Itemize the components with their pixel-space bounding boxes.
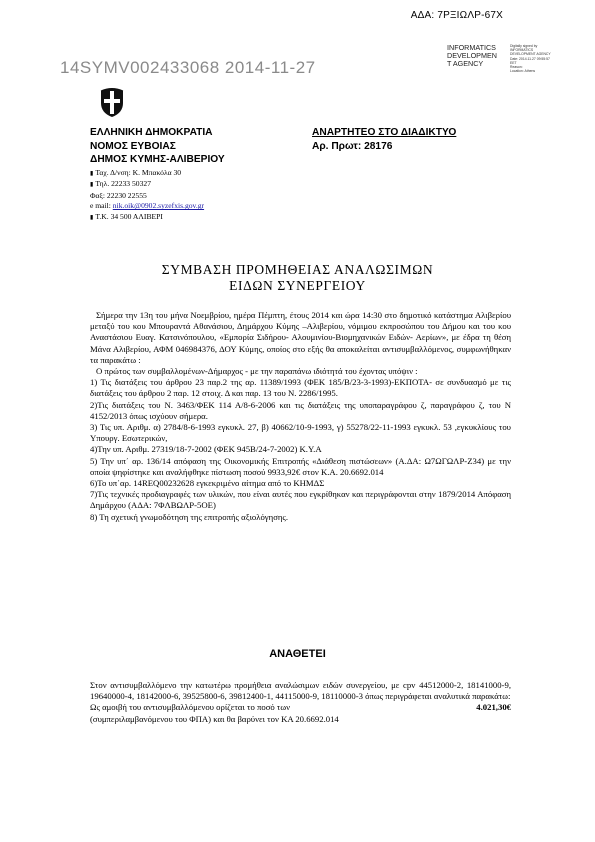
first-party-paragraph: Ο πρώτος των συμβαλλομένων-Δήμαρχος - με την παραπάνω ιδιότητά του έχοντας υπόψιν : bbox=[96, 366, 418, 377]
email-link[interactable]: nik.oik@0902.syzefxis.gov.gr bbox=[112, 201, 205, 211]
amount-line: Ως αμοιβή του αντισυμβαλλόμενου ορίζεται το ποσό των 4.021,30€ bbox=[90, 702, 511, 713]
bullet-icon: ▮ bbox=[90, 171, 94, 177]
section-heading: ΑΝΑΘΕΤΕΙ bbox=[269, 648, 326, 660]
contact-fax: Φαξ: 22230 22555 bbox=[90, 190, 147, 200]
clause-item: 3) Τις υπ. Αριθμ. α) 2784/8-6-1993 εγκυκλ. 27, β) 40662/10-9-1993, γ) 55278/22-11-1993 εγκυκλ. 53 ,εγκυκλίους του Υπουργ. Εσωτερικών, bbox=[90, 422, 511, 444]
greek-coat-of-arms-icon bbox=[98, 86, 126, 118]
contact-block bbox=[90, 168, 204, 223]
intro-paragraph: Σήμερα την 13η του μήνα Νοεμβρίου, ημέρα Πέμπτη, έτους 2014 και ώρα 14:30 στο δημοτικό κατάστημα Αλιβερίου μεταξύ του κου Μπουραντά Αθανάσιου, Δημάρχου Κύμης –Αλιβερίου, νόμιμου εκπροσώπου του Δήμου και του κου Αναστάσιου Ευαγ. Κατσινόπουλου, «Εμπορία Σιδήρου- Αλουμινίου-Βιομηχανικών Ειδών- Αερίων», με έδρα τη θέση Μάνα Αλιβερίου, ΑΦΜ 046984376, ΔΟΥ Κύμης, οποίος στο εξής θα αποκαλείται αντισυμβαλλόμενος, συμφωνήθηκαν τα παρακάτω : bbox=[90, 310, 511, 365]
clause-item: 2)Τις διατάξεις του Ν. 3463/ΦΕΚ 114 Α/8-6-2006 και τις διατάξεις της υποπαραγράφου ζ, παραγράφου ζ, του Ν 4152/2013 όπως ισχύουν σήμερα. bbox=[90, 399, 511, 421]
issuer-country: ΕΛΛΗΝΙΚΗ ΔΗΜΟΚΡΑΤΙΑ bbox=[90, 127, 213, 138]
contract-body bbox=[90, 310, 511, 523]
issuer-block bbox=[90, 126, 225, 167]
assignment-paragraph: Στον αντισυμβαλλόμενο την κατωτέρω προμήθεια αναλώσιμων ειδών συνεργείου, με cpv 44512000-2, 18141000-9, 19640000-4, 18142000-6, 39525800-6, 39812400-1, 44115000-9, 18110000-3 όπως περιγράφεται αναλυτικά παρακάτω: bbox=[90, 680, 511, 702]
protocol-number: Αρ. Πρωτ: 28176 bbox=[312, 140, 393, 152]
digital-signature-details: Digitally signed by INFORMATICS DEVELOPMENT AGENCY Date: 2014.11.27 09:55:57 EET Reason: Location: Athens bbox=[510, 44, 551, 74]
amount-value: 4.021,30€ bbox=[476, 702, 511, 713]
issuer-prefecture: ΝΟΜΟΣ ΕΥΒΟΙΑΣ bbox=[90, 140, 176, 152]
issuer-municipality: ΔΗΜΟΣ ΚΥΜΗΣ-ΑΛΙΒΕΡΙΟΥ bbox=[90, 154, 225, 165]
assignment-block bbox=[90, 680, 511, 725]
clause-item: 4)Την υπ. Αριθμ. 27319/18-7-2002 (ΦΕΚ 945Β/24-7-2002) Κ.Υ.Α bbox=[90, 444, 322, 455]
ada-code: ΑΔΑ: 7ΡΞΙΩΛΡ-67Χ bbox=[410, 10, 503, 21]
amount-tail: (συμπεριλαμβανόμενου του ΦΠΑ) και θα βαρύνει τον ΚΑ 20.6692.014 bbox=[90, 713, 339, 724]
clause-item: 6)Το υπ΄αρ. 14REQ00232628 εγκεκριμένο αίτημα από το ΚΗΜΔΣ bbox=[90, 478, 325, 489]
contact-phone: ▮ Τηλ. 22233 50327 bbox=[90, 179, 151, 189]
clause-item: 7)Τις τεχνικές προδιαγραφές των υλικών, που είναι αυτές που εγκρίθηκαν και περιγράφονται στην 1879/2014 Απόφαση Δημάρχου (ΑΔΑ: 7ΦΛΒΩΛΡ-5ΟΕ) bbox=[90, 489, 511, 511]
bullet-icon: ▮ bbox=[90, 214, 94, 221]
posting-label: ΑΝΑΡΤΗΤΕΟ ΣΤΟ ΔΙΑΔΙΚΤΥΟ bbox=[312, 127, 457, 138]
clause-item: 1) Τις διατάξεις του άρθρου 23 παρ.2 της αρ. 11389/1993 (ΦΕΚ 185/Β/23-3-1993)-ΕΚΠΟΤΑ- σε συνδυασμό με τις διατάξεις του άρθρου 2 παρ. 12 στοιχ. Δ και παρ. 13 του Ν. 2286/1995. bbox=[90, 377, 511, 399]
document-watermark: 14SYMV002433068 2014-11-27 bbox=[60, 58, 316, 77]
digital-signature-logo: INFORMATICS DEVELOPMEN T AGENCY bbox=[447, 43, 497, 69]
contact-email: e mail: nik.oik@0902.syzefxis.gov.gr bbox=[90, 201, 205, 211]
contact-address: ▮ Ταχ. Δ/νση: Κ. Μπακόλα 30 bbox=[90, 168, 182, 177]
contact-postal: ▮ Τ.Κ. 34 500 ΑΛΙΒΕΡΙ bbox=[90, 211, 163, 221]
bullet-icon: ▮ bbox=[90, 182, 94, 189]
contract-title: ΣΥΜΒΑΣΗ ΠΡΟΜΗΘΕΙΑΣ ΑΝΑΛΩΣΙΜΩΝ ΕΙΔΩΝ ΣΥΝΕΡΓΕΙΟΥ bbox=[161, 262, 434, 293]
posting-block bbox=[312, 126, 456, 153]
clause-item: 8) Τη σχετική γνωμοδότηση της επιτροπής αξιολόγησης. bbox=[90, 511, 289, 522]
clause-item: 5) Την υπ΄ αρ. 136/14 απόφαση της Οικονομικής Επιτροπής «Διάθεση πιστώσεων» (Α.ΔΑ: Ω7ΩΓΩΛΡ-Ζ34) με την οποία ψηφίστηκε και αναλήφθηκε πίστωση ποσού 9933,92€ στον Κ.Α. 20.6692.014 bbox=[90, 455, 511, 477]
